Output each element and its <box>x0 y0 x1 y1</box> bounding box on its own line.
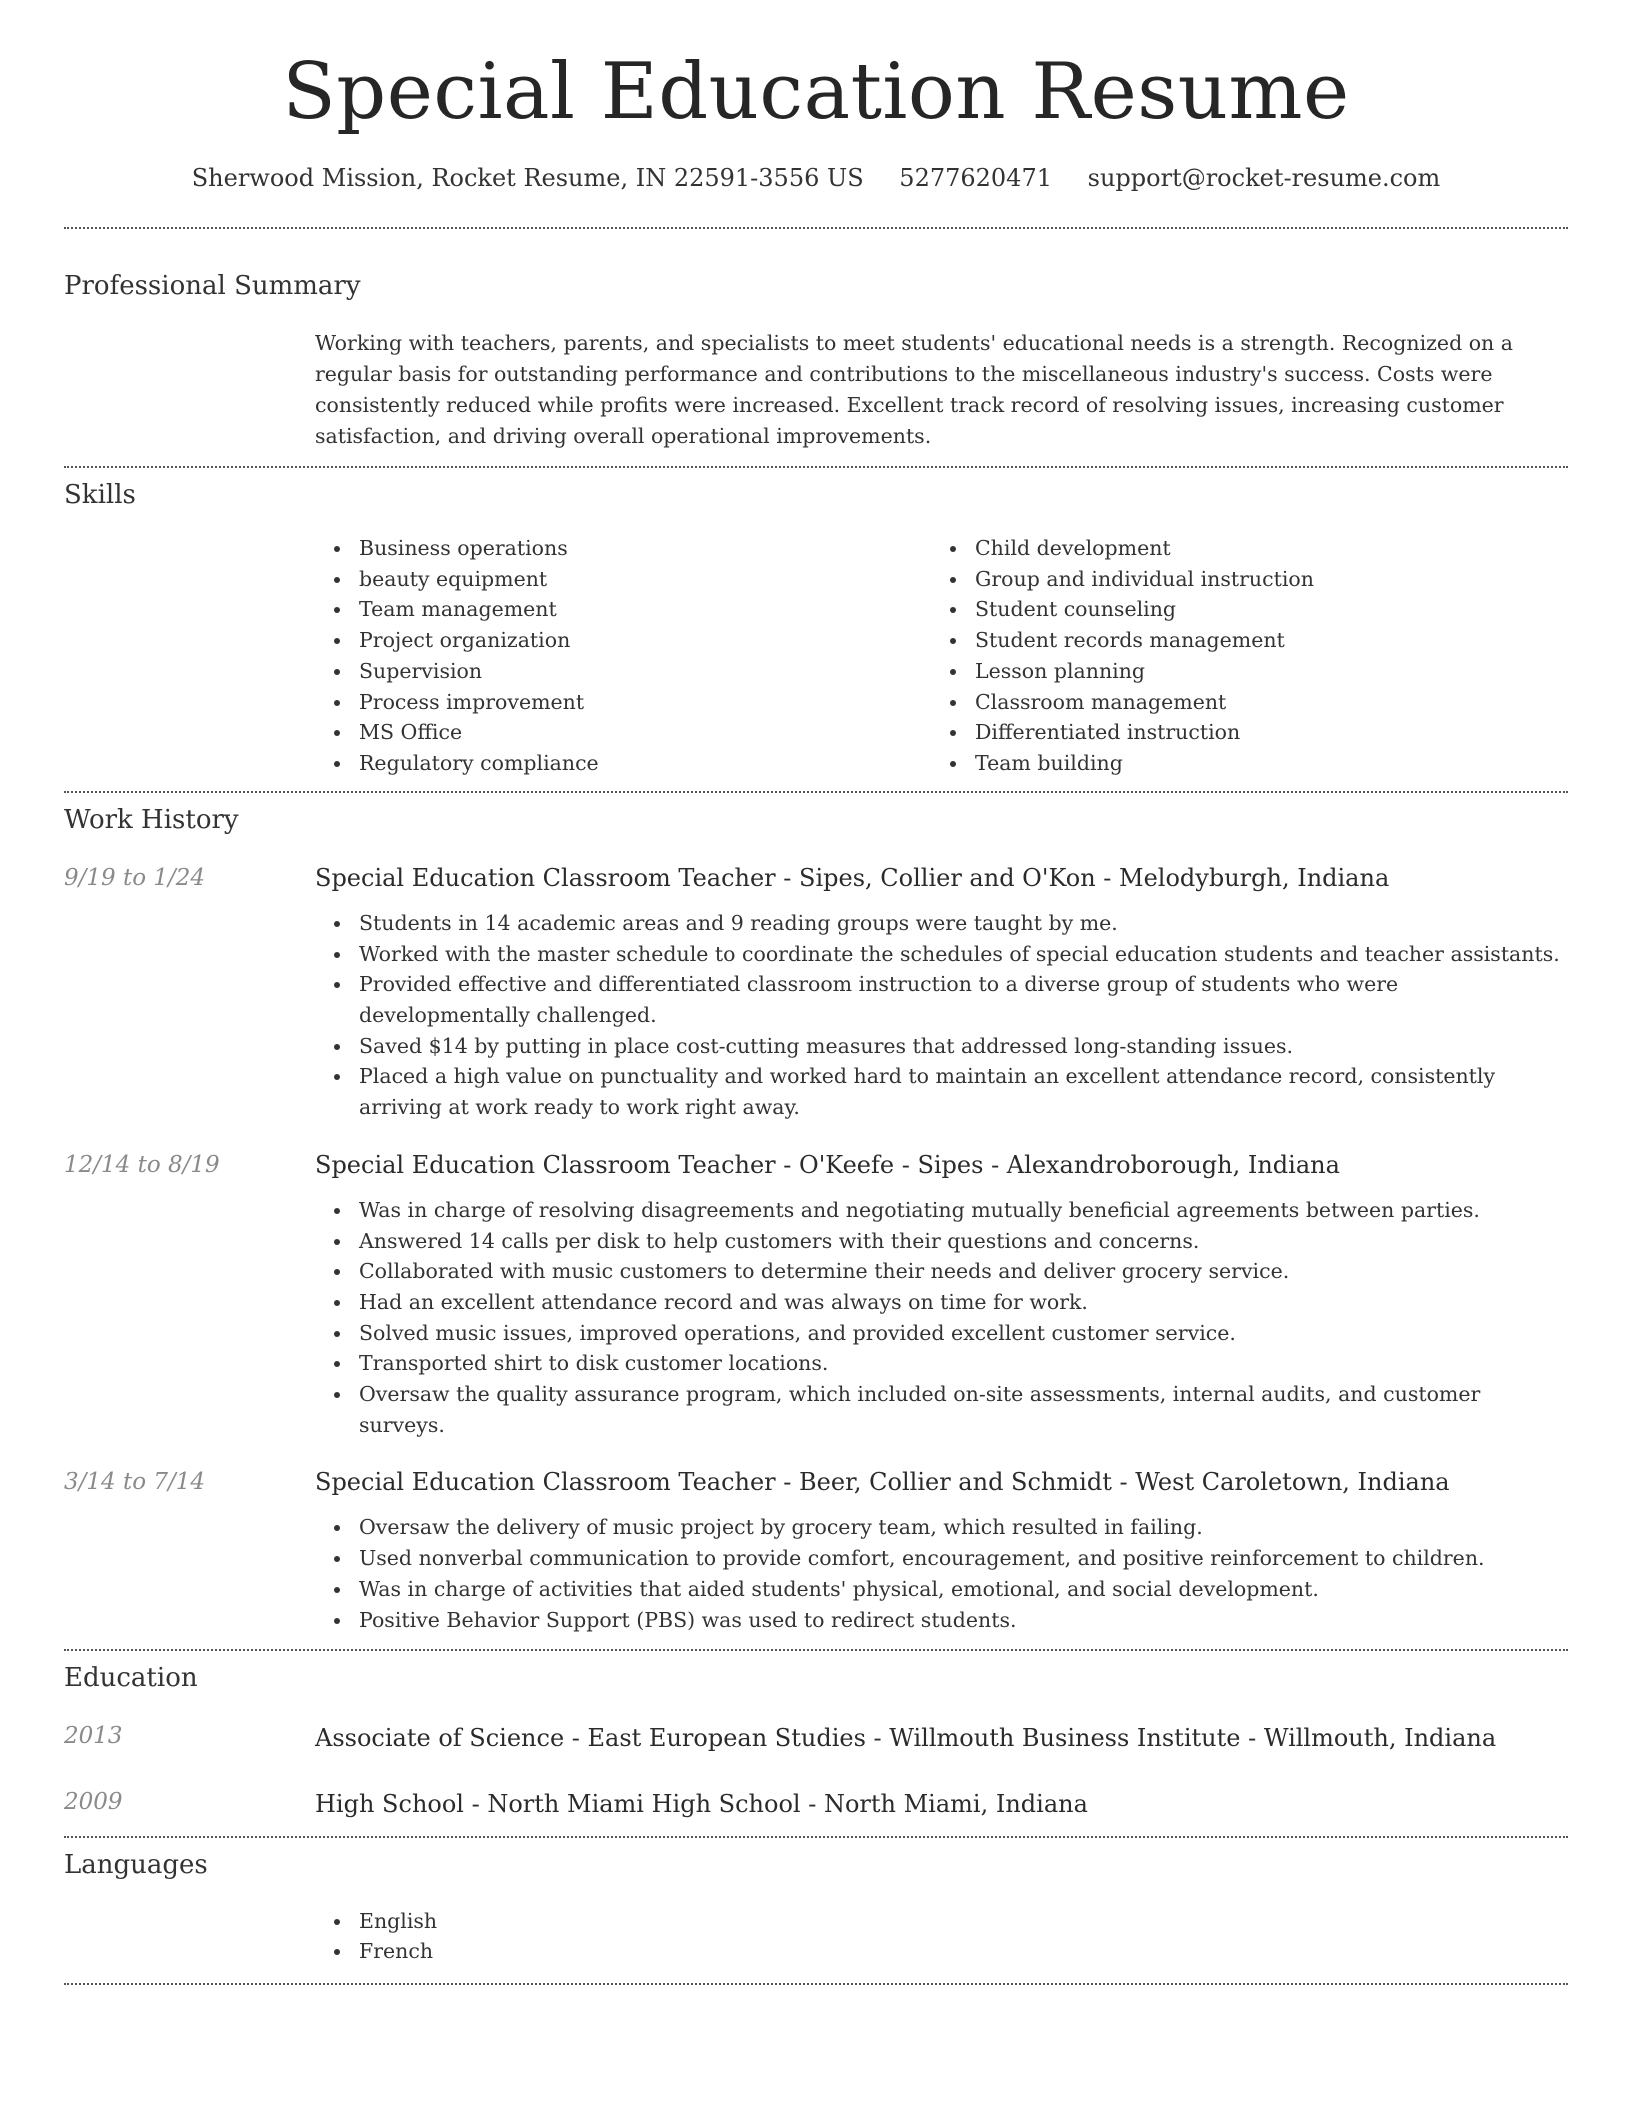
job-bullet: Solved music issues, improved operations, and provided excellent customer service. <box>359 1318 1568 1349</box>
education-text: High School - North Miami High School - North Miami, Indiana <box>315 1790 1088 1819</box>
divider <box>64 1983 1568 1985</box>
skill-item: Child development <box>975 533 1547 564</box>
job-body <box>315 862 1568 1123</box>
education-text: Associate of Science - East European Studies - Willmouth Business Institute - Willmouth, Indiana <box>315 1724 1497 1753</box>
summary-section <box>64 229 1568 466</box>
skills-section <box>64 468 1568 791</box>
job-bullet: Had an excellent attendance record and was always on time for work. <box>359 1287 1568 1318</box>
section-title-languages: Languages <box>64 1850 208 1881</box>
language-item: French <box>359 1936 1568 1967</box>
skill-item: Team building <box>975 748 1547 779</box>
skill-item: Process improvement <box>359 687 931 718</box>
skills-grid <box>315 533 1568 779</box>
section-title-education: Education <box>64 1663 198 1694</box>
education-entry <box>64 1720 1568 1756</box>
job-bullet: Provided effective and differentiated classroom instruction to a diverse group of students who were developmentally challenged. <box>359 969 1568 1030</box>
section-title-skills: Skills <box>64 479 136 510</box>
job-bullet: Oversaw the delivery of music project by grocery team, which resulted in failing. <box>359 1512 1568 1543</box>
language-item: English <box>359 1906 1568 1937</box>
skill-item: MS Office <box>359 717 931 748</box>
job-heading: Special Education Classroom Teacher - O'Keefe - Sipes - Alexandroborough, Indiana <box>315 1150 1340 1179</box>
job-bullet: Used nonverbal communication to provide comfort, encouragement, and positive reinforcement to children. <box>359 1543 1568 1574</box>
job-bullet: Positive Behavior Support (PBS) was used to redirect students. <box>359 1605 1568 1636</box>
resume-title: Special Education Resume <box>282 47 1350 137</box>
contact-line <box>64 164 1568 193</box>
skill-item: Business operations <box>359 533 931 564</box>
skill-item: Group and individual instruction <box>975 564 1547 595</box>
section-title-work: Work History <box>64 804 239 835</box>
education-entry <box>64 1786 1568 1822</box>
job-heading: Special Education Classroom Teacher - Sipes, Collier and O'Kon - Melodyburgh, Indiana <box>315 863 1390 892</box>
job-bullet: Collaborated with music customers to determine their needs and deliver grocery service. <box>359 1256 1568 1287</box>
job-bullet: Placed a high value on punctuality and worked hard to maintain an excellent attendance record, consistently arriving at work ready to work right away. <box>359 1061 1568 1122</box>
contact-address: Sherwood Mission, Rocket Resume, IN 22591-3556 US <box>191 163 864 192</box>
skill-item: Project organization <box>359 625 931 656</box>
job-bullet: Was in charge of resolving disagreements and negotiating mutually beneficial agreements between parties. <box>359 1195 1568 1226</box>
job-bullet: Answered 14 calls per disk to help customers with their questions and concerns. <box>359 1226 1568 1257</box>
skills-column-left <box>315 533 931 779</box>
contact-phone: 5277620471 <box>899 163 1052 192</box>
job-entry <box>64 1466 1568 1635</box>
skill-item: Team management <box>359 594 931 625</box>
education-section <box>64 1651 1568 1836</box>
job-bullet: Worked with the master schedule to coordinate the schedules of special education students and teacher assistants. <box>359 939 1568 970</box>
education-year: 2013 <box>64 1723 123 1750</box>
job-bullet: Was in charge of activities that aided students' physical, emotional, and social development. <box>359 1574 1568 1605</box>
job-heading: Special Education Classroom Teacher - Beer, Collier and Schmidt - West Caroletown, Indiana <box>315 1468 1450 1497</box>
skill-item: Student records management <box>975 625 1547 656</box>
skill-item: Regulatory compliance <box>359 748 931 779</box>
section-title-summary: Professional Summary <box>64 270 361 301</box>
languages-list <box>315 1906 1568 1967</box>
skill-item: Student counseling <box>975 594 1547 625</box>
job-date: 3/14 to 7/14 <box>64 1469 206 1496</box>
job-bullet: Saved $14 by putting in place cost-cutting measures that addressed long-standing issues. <box>359 1031 1568 1062</box>
work-history-section <box>64 793 1568 1650</box>
job-body <box>315 1466 1568 1635</box>
languages-section <box>64 1838 1568 1983</box>
skills-column-right <box>931 533 1547 779</box>
skill-item: Differentiated instruction <box>975 717 1547 748</box>
job-entry <box>64 862 1568 1123</box>
job-date: 12/14 to 8/19 <box>64 1151 220 1178</box>
job-entry <box>64 1149 1568 1441</box>
job-bullet: Students in 14 academic areas and 9 reading groups were taught by me. <box>359 908 1568 939</box>
job-bullet: Transported shirt to disk customer locations. <box>359 1348 1568 1379</box>
job-body <box>315 1149 1568 1441</box>
skill-item: Classroom management <box>975 687 1547 718</box>
contact-email: support@rocket-resume.com <box>1087 163 1441 192</box>
job-date: 9/19 to 1/24 <box>64 864 206 891</box>
skill-item: Supervision <box>359 656 931 687</box>
resume-header <box>64 0 1568 193</box>
summary-text: Working with teachers, parents, and specialists to meet students' educational needs is a strength. Recognized on a regular basis for outstanding performance and contributions to the miscellaneous industry's success. Costs were consistently reduced while profits were increased. Excellent track record of resolving issues, increasing customer satisfaction, and driving overall operational improvements. <box>315 330 1513 448</box>
education-year: 2009 <box>64 1789 123 1816</box>
job-bullet: Oversaw the quality assurance program, which included on-site assessments, internal audits, and customer surveys. <box>359 1379 1568 1440</box>
skill-item: Lesson planning <box>975 656 1547 687</box>
skill-item: beauty equipment <box>359 564 931 595</box>
